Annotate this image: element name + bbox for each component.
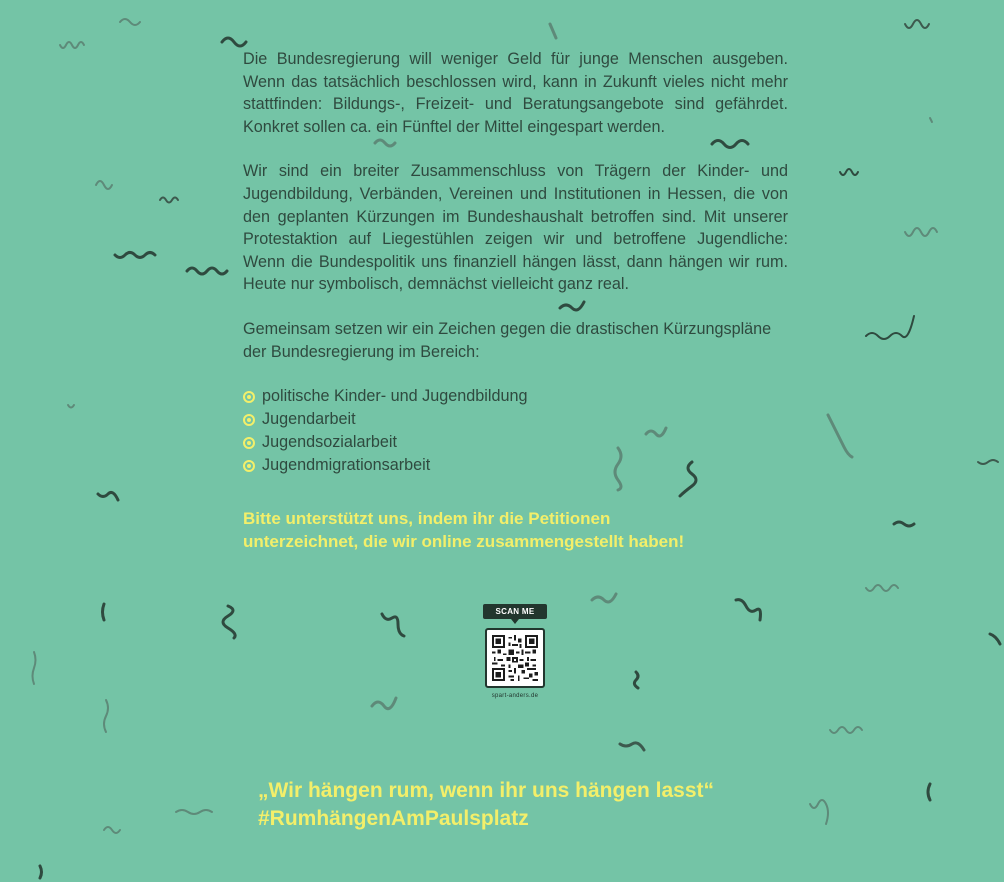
topic-label: Jugendmigrationsarbeit (262, 456, 431, 475)
confetti-squiggle (830, 727, 862, 733)
qr-frame[interactable] (485, 628, 545, 688)
confetti-squiggle (928, 784, 930, 800)
list-item (243, 385, 788, 408)
confetti-squiggle (96, 181, 112, 189)
topic-label: politische Kinder- und Jugendbildung (262, 387, 528, 406)
confetti-squiggle (810, 800, 828, 824)
confetti-squiggle (187, 268, 227, 274)
confetti-squiggle (990, 634, 1000, 644)
confetti-squiggle (866, 316, 914, 339)
circle-bullet-icon (243, 437, 255, 449)
confetti-squiggle (592, 594, 616, 602)
topic-label: Jugendarbeit (262, 410, 356, 429)
intro-paragraph-1: Die Bundesregierung will weniger Geld für junge Menschen ausgeben. Wenn das tatsächlich beschlossen wird, kann in Zukunft vieles nicht mehr stattfinden: Bildungs-, Freizeit- und Beratungsangebote sind gefährdet. Konkret sollen ca. ein Fünftel der Mittel eingespart werden. (243, 50, 788, 136)
confetti-squiggle (160, 198, 178, 203)
confetti-squiggle (176, 810, 212, 814)
list-item (243, 431, 788, 454)
topic-list (243, 385, 788, 477)
slogan-hashtag: #RumhängenAmPaulsplatz (258, 807, 529, 830)
petition-appeal (243, 508, 803, 553)
slogan-block (258, 777, 714, 833)
confetti-squiggle (866, 585, 898, 591)
confetti-squiggle (372, 698, 396, 709)
scan-me-label: SCAN ME (483, 604, 547, 619)
confetti-squiggle (840, 169, 858, 175)
list-item (243, 408, 788, 431)
list-item (243, 454, 788, 477)
confetti-squiggle (905, 20, 929, 28)
appeal-line-2: unterzeichnet, die wir online zusammengestellt haben! (243, 531, 685, 551)
qr-code-block[interactable] (482, 604, 548, 699)
intro-paragraph-3: Gemeinsam setzen wir ein Zeichen gegen die drastischen Kürzungspläne der Bundesregierung im Bereich: (243, 319, 772, 361)
confetti-squiggle (828, 415, 852, 457)
confetti-squiggle (60, 42, 84, 48)
confetti-squiggle (634, 672, 638, 688)
circle-bullet-icon (243, 414, 255, 426)
confetti-squiggle (103, 604, 105, 620)
confetti-squiggle (33, 652, 36, 684)
confetti-squiggle (736, 600, 761, 620)
intro-paragraph-2: Wir sind ein breiter Zusammenschluss von Trägern der Kinder- und Jugendbildung, Verbänden, Vereinen und Institutionen in Hessen, die von den geplanten Kürzungen im Bundeshaushalt betroffen sind. Mit unserer Protestaktion auf Liegestühlen zeigen wir und betroffene Jugendliche: Wenn die Bundespolitik uns finanziell hängen lässt, dann hängen wir rum. Heute nur symbolisch, demnächst vielleicht ganz real. (243, 162, 788, 294)
confetti-squiggle (104, 827, 120, 833)
circle-bullet-icon (243, 460, 255, 472)
confetti-squiggle (223, 606, 235, 638)
qr-url[interactable]: spart-anders.de (491, 693, 539, 699)
confetti-squiggle (930, 118, 932, 122)
slogan-quote: „Wir hängen rum, wenn ihr uns hängen lasst“ (258, 779, 715, 802)
confetti-squiggle (620, 743, 644, 750)
appeal-line-1: Bitte unterstützt uns, indem ihr die Petitionen (243, 509, 611, 528)
qr-code-icon (492, 635, 538, 681)
topic-label: Jugendsozialarbeit (262, 433, 397, 452)
confetti-squiggle (550, 24, 556, 38)
confetti-squiggle (222, 38, 246, 46)
confetti-squiggle (894, 522, 914, 526)
confetti-squiggle (104, 700, 108, 732)
confetti-squiggle (115, 253, 155, 258)
confetti-squiggle (98, 492, 118, 500)
confetti-squiggle (120, 19, 140, 25)
circle-bullet-icon (243, 391, 255, 403)
confetti-squiggle (40, 866, 42, 878)
confetti-squiggle (905, 228, 937, 236)
main-text-block (243, 48, 788, 477)
confetti-squiggle (382, 614, 404, 636)
confetti-squiggle (68, 405, 74, 408)
confetti-squiggle (978, 460, 998, 464)
